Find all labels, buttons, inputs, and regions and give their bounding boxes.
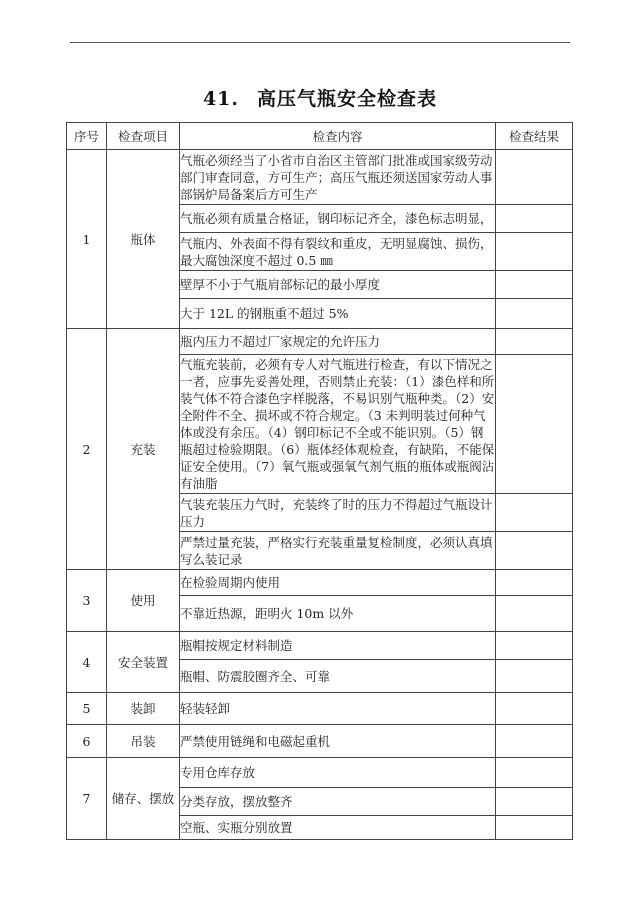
row-content: 专用仓库存放	[180, 758, 496, 788]
header-no: 序号	[67, 123, 107, 150]
row-content: 大于 12L 的钢瓶重不超过 5%	[180, 299, 496, 329]
title-number: 41.	[202, 88, 240, 110]
row-number: 7	[67, 758, 107, 840]
table-row	[67, 693, 573, 725]
table-header-row	[67, 123, 573, 150]
result-cell[interactable]	[496, 596, 573, 632]
row-content: 瓶帽按规定材料制造	[180, 632, 496, 660]
table-row	[67, 329, 573, 355]
row-content: 分类存放，摆放整齐	[180, 788, 496, 816]
row-item: 安全装置	[107, 632, 180, 693]
row-content: 轻装轻卸	[180, 693, 496, 725]
result-cell[interactable]	[496, 758, 573, 788]
row-item: 使用	[107, 570, 180, 632]
header-result: 检查结果	[496, 123, 573, 150]
result-cell[interactable]	[496, 233, 573, 271]
row-item: 装卸	[107, 693, 180, 725]
row-content: 气瓶必须有质量合格证，钢印标记齐全，漆色标志明显，	[180, 205, 496, 233]
row-number: 4	[67, 632, 107, 693]
header-content: 检查内容	[180, 123, 496, 150]
result-cell[interactable]	[496, 660, 573, 693]
table-row	[67, 758, 573, 788]
result-cell[interactable]	[496, 788, 573, 816]
row-content: 气装充装压力气时，充装终了时的压力不得超过气瓶设计压力	[180, 494, 496, 532]
page-title	[0, 84, 640, 111]
row-content: 气瓶充装前，必须有专人对气瓶进行检查，有以下情况之一者，应事先妥善处理，否则禁止充装：（1）漆色样和所装气体不符合漆色字样脱落，不易识别气瓶种类。（2）安全附件不全、损坏或不符合规定。（3 未判明装过何种气体或没有余压。（4）钢印标记不全或不能识别。（5）钢瓶超过检验期限。（6）瓶体经体观检查，有缺陷，不能保证安全使用。（7）氧气瓶或强氧气剂气瓶的瓶体或瓶阀沾有油脂	[180, 355, 496, 494]
result-cell[interactable]	[496, 355, 573, 494]
row-number: 2	[67, 329, 107, 570]
row-content: 不靠近热源，距明火 10m 以外	[180, 596, 496, 632]
row-content: 严禁使用链绳和电磁起重机	[180, 725, 496, 758]
row-number: 5	[67, 693, 107, 725]
row-number: 1	[67, 150, 107, 329]
result-cell[interactable]	[496, 494, 573, 532]
inspection-table	[66, 122, 573, 840]
result-cell[interactable]	[496, 150, 573, 205]
table-row	[67, 150, 573, 205]
row-content: 空瓶、实瓶分别放置	[180, 816, 496, 840]
row-content: 在检验周期内使用	[180, 570, 496, 596]
table-row	[67, 570, 573, 596]
header-rule	[70, 42, 570, 43]
title-text: 高压气瓶安全检查表	[257, 88, 438, 110]
row-content: 气瓶必须经当了小省市自治区主管部门批准或国家级劳动部门审查同意，方可生产；高压气瓶还须送国家劳动人事部锅炉局备案后方可生产	[180, 150, 496, 205]
row-content: 瓶帽、防震胶圈齐全、可靠	[180, 660, 496, 693]
row-item: 瓶体	[107, 150, 180, 329]
result-cell[interactable]	[496, 329, 573, 355]
row-item: 吊装	[107, 725, 180, 758]
result-cell[interactable]	[496, 570, 573, 596]
row-content: 严禁过量充装，严格实行充装重量复检制度，必须认真填写么装记录	[180, 532, 496, 570]
row-content: 壁厚不小于气瓶肩部标记的最小厚度	[180, 271, 496, 299]
result-cell[interactable]	[496, 725, 573, 758]
result-cell[interactable]	[496, 632, 573, 660]
row-number: 3	[67, 570, 107, 632]
row-content: 瓶内压力不超过厂家规定的允许压力	[180, 329, 496, 355]
table-row	[67, 725, 573, 758]
table-row	[67, 632, 573, 660]
header-item: 检查项目	[107, 123, 180, 150]
result-cell[interactable]	[496, 299, 573, 329]
result-cell[interactable]	[496, 693, 573, 725]
result-cell[interactable]	[496, 271, 573, 299]
result-cell[interactable]	[496, 816, 573, 840]
result-cell[interactable]	[496, 532, 573, 570]
row-content: 气瓶内、外表面不得有裂纹和重皮，无明显腐蚀、损伤，最大腐蚀深度不超过 0.5 ㎜	[180, 233, 496, 271]
row-item: 充装	[107, 329, 180, 570]
result-cell[interactable]	[496, 205, 573, 233]
row-number: 6	[67, 725, 107, 758]
row-item: 储存、摆放	[107, 758, 180, 840]
